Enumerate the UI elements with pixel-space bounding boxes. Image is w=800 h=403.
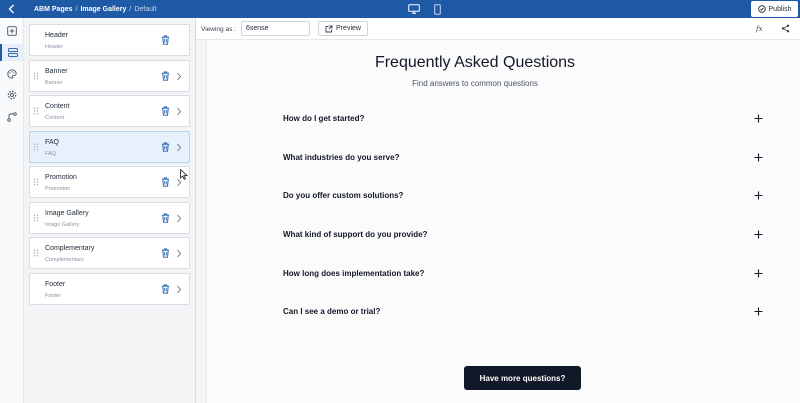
trash-icon[interactable] [161,177,170,187]
device-switcher [408,0,441,18]
faq-question-item[interactable] [283,227,763,241]
breadcrumb-item-image-gallery[interactable]: Image Gallery [80,5,127,13]
breadcrumb [34,0,157,18]
top-bar [0,0,800,18]
preview-button[interactable] [318,21,368,36]
breadcrumb-item-abm-pages[interactable]: ABM Pages [34,5,73,13]
rail-settings-button[interactable] [0,86,24,103]
rail-layout-button[interactable] [0,44,24,61]
drag-handle-icon[interactable] [33,72,39,80]
page-canvas [206,40,800,403]
check-circle-icon [758,5,766,13]
section-subtitle: FAQ [45,151,57,157]
faq-question-text: What kind of support do you provide? [283,229,428,239]
rail-add-button[interactable] [0,22,24,39]
trash-icon[interactable] [161,213,170,223]
breadcrumb-separator: / [129,5,132,13]
editor-toolbar [196,18,800,40]
rail-flow-button[interactable] [0,108,24,125]
plus-icon[interactable] [754,153,763,162]
faq-question-item[interactable] [283,304,763,318]
section-title: Image Gallery [45,210,89,217]
section-card-image-gallery[interactable] [29,202,190,234]
back-button[interactable] [0,0,22,18]
faq-question-text: Do you offer custom solutions? [283,190,404,200]
share-icon[interactable] [781,24,790,33]
plus-icon[interactable] [754,230,763,239]
drag-handle-icon[interactable] [33,214,39,222]
publish-label: Publish [768,5,792,13]
palette-icon [7,69,17,79]
canvas-area [196,40,800,403]
have-more-questions-button[interactable]: Have more questions? [464,366,581,390]
plus-icon[interactable] [754,307,763,316]
section-subtitle: Complementary [45,257,84,263]
section-title: Banner [45,68,68,75]
section-title: Complementary [45,245,95,252]
sections-panel [24,18,196,403]
section-subtitle: Promotion [45,186,71,192]
section-title: Content [45,103,70,110]
section-subtitle: Footer [45,293,61,299]
section-title: FAQ [45,139,60,146]
faq-question-item[interactable] [283,266,763,280]
preview-label: Preview [336,25,361,32]
settings-icon [7,90,17,100]
section-title: Footer [45,281,66,288]
mouse-cursor-icon [180,169,188,180]
section-subtitle: Header [45,44,64,50]
left-rail [0,18,24,403]
plus-icon[interactable] [754,191,763,200]
chevron-right-icon[interactable] [176,107,182,116]
chevron-right-icon[interactable] [176,214,182,223]
section-card-faq[interactable] [29,131,190,163]
viewing-as-input[interactable] [241,21,310,36]
layout-icon [8,48,18,57]
section-subtitle: Banner [45,80,63,86]
drag-handle-icon[interactable] [33,249,39,257]
chevron-right-icon[interactable] [176,285,182,294]
faq-question-item[interactable] [283,188,763,202]
section-card-header[interactable] [29,24,190,56]
faq-question-item[interactable] [283,150,763,164]
plus-icon[interactable] [754,269,763,278]
section-card-footer[interactable] [29,273,190,305]
drag-handle-icon[interactable] [33,143,39,151]
mobile-icon[interactable] [434,4,441,15]
section-subtitle: Image Gallery [45,222,80,228]
rail-theme-button[interactable] [0,65,24,82]
breadcrumb-separator: / [75,5,78,13]
chevron-left-icon [8,4,15,14]
trash-icon[interactable] [161,142,170,152]
section-subtitle: Content [45,115,65,121]
faq-question-text: Can I see a demo or trial? [283,306,381,316]
external-link-icon [325,25,333,33]
section-title: Promotion [45,174,77,181]
faq-question-text: How long does implementation take? [283,268,425,278]
section-card-content[interactable] [29,95,190,127]
faq-question-item[interactable] [283,111,763,125]
section-title: Header [45,32,68,39]
trash-icon[interactable] [161,106,170,116]
plus-icon[interactable] [754,114,763,123]
trash-icon[interactable] [161,35,170,45]
trash-icon[interactable] [161,248,170,258]
faq-question-text: What industries do you serve? [283,152,400,162]
trash-icon[interactable] [161,284,170,294]
flow-icon [7,112,17,122]
faq-question-text: How do I get started? [283,113,365,123]
chevron-right-icon[interactable] [176,249,182,258]
faq-subtitle: Find answers to common questions [412,79,538,88]
section-card-complementary[interactable] [29,237,190,269]
add-square-icon [7,26,17,36]
viewing-as-label: Viewing as : [201,25,236,33]
desktop-icon[interactable] [408,4,420,14]
breadcrumb-item-default: Default [134,5,157,13]
drag-handle-icon[interactable] [33,107,39,115]
section-card-promotion[interactable] [29,166,190,198]
faq-title: Frequently Asked Questions [374,54,576,71]
publish-button[interactable] [751,1,798,17]
drag-handle-icon[interactable] [33,178,39,186]
chevron-right-icon[interactable] [176,143,182,152]
fx-button[interactable]: fx [756,25,763,33]
